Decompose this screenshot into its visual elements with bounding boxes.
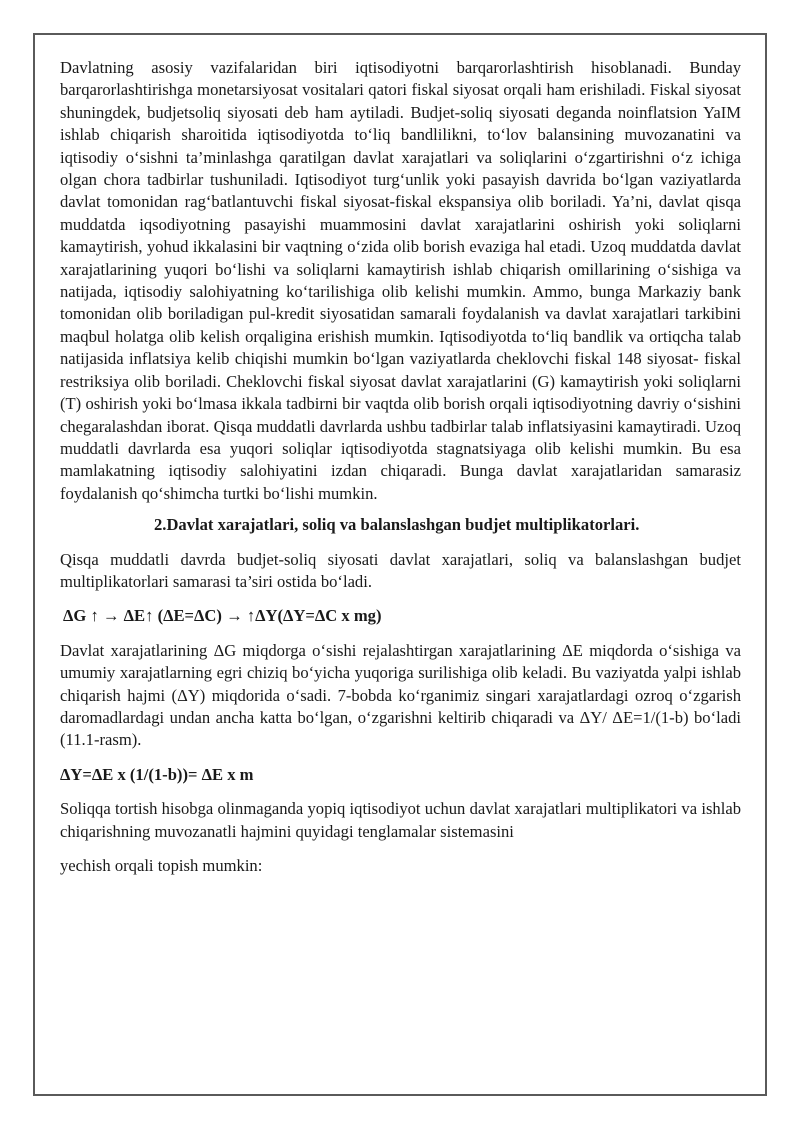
document-body (60, 57, 741, 889)
paragraph-multipliers-intro: Qisqa muddatli davrda budjet-soliq siyosati davlat xarajatlari, soliq va balanslashgan budjet multiplikatorlari samarasi ta’siri ostida bo‘ladi. (60, 549, 741, 591)
paragraph-fiscal-policy: Davlatning asosiy vazifalaridan biri iqtisodiyotni barqarorlashtirish hisoblanadi. Bunday barqarorlashtirishga monetarsiyosat vositalari qatori fiskal siyosat orqali ham erishiladi. Fiskal siyosat shuningdek, budjetsoliq siyosati deb ham aytiladi. Budjet-soliq siyosati deganda noinflatsion YaIM ishlab chiqarish sharoitida iqtisodiyotda to‘liq bandlilikni, to‘lov balansining muvozanatini va iqtisodiy o‘sishni ta’minlashga qaratilgan davlat xarajatlari va soliqlarini o‘zgartirishni o‘z ichiga olgan chora tadbirlar tushuniladi. Iqtisodiyot turg‘unlik yoki pasayish davrida bo‘lgan vaziyatlarda davlat tomonidan rag‘batlantuvchi fiskal siyosat-fiskal ekspansiya olib boriladi. Ya’ni, davlat qisqa muddatda iqsodiyotning pasayishi muammosini davlat xarajatlarini oshirish yoki soliqlarni kamaytirish, yohud ikkalasini bir vaqtning o‘zida olib borish evaziga hal etadi. Uzoq muddatda davlat xarajatlarining yuqori bo‘lishi va soliqlarni kamaytirish ishlab chiqarish omillarining o‘sishiga va natijada, iqtisodiy salohiyatning ko‘tarilishiga olib kelishi mumkin. Ammo, bunga Markaziy bank tomonidan olib boriladigan pul-kredit siyosatidan samarali foydalanish va davlat xarajatlari tarkibini maqbul holatga olib kelish orqaligina erishish mumkin. Iqtisodiyotda to‘liq bandlik va ortiqcha talab natijasida inflatsiya kelib chiqishi mumkin bo‘lgan vaziyatlarda cheklovchi fiskal 148 siyosat- fiskal restriksiya olib boriladi. Cheklovchi fiskal siyosat davlat xarajatlarini (G) kamaytirish yoki soliqlarni (T) oshirish yoki bo‘lmasa ikkala tadbirni bir vaqtda olib borish orqali iqtisodiyotning davriy o‘sishini chegaralashdan iborat. Qisqa muddatli davrlarda ushbu tadbirlar talab inflatsiyasini kamaytiradi. Uzoq muddatli davrlarda esa yuqori soliqlar iqtisodiyotda stagnatsiyaga olib kelishi mumkin. Bu esa mamlakatning iqtisodiy salohiyatini izdan chiqaradi. Bunga davlat xarajatlaridan samarasiz foydalanish qo‘shimcha turtki bo‘lishi mumkin. (60, 58, 741, 503)
paragraph-spending-increase: Davlat xarajatlarining ΔG miqdorga o‘sishi rejalashtirgan xarajatlarining ΔE miqdorda o‘sishiga va umumiy xarajatlarning egri chiziq bo‘yicha yuqoriga surilishiga olib keladi. Bu vaziyatda yalpi ishlab chiqarish hajmi (ΔY) miqdorida o‘sadi. 7-bobda ko‘rganimiz singari xarajatlardagi ozroq o‘zgarish daromadlardagi undan ancha katta bo‘lgan, o‘zgarishni keltirib chiqaradi va ΔY/ ΔE=1/(1-b) bo‘ladi (11.1-rasm). (60, 640, 741, 750)
formula-multiplier: ΔY=ΔE x (1/(1-b))= ΔE x m (60, 764, 254, 784)
paragraph-closed-economy: Soliqqa tortish hisobga olinmaganda yopiq iqtisodiyot uchun davlat xarajatlari multiplikatori va ishlab chiqarishning muvozanatli hajmini quyidagi tenglamalar sistemasini (60, 799, 741, 841)
paragraph-solution-lead: yechish orqali topish mumkin: (60, 856, 263, 875)
section-heading: 2.Davlat xarajatlari, soliq va balanslashgan budjet multiplikatorlari. (154, 515, 640, 535)
formula-government-spending: ΔG ↑ → ΔE↑ (ΔE=ΔC) → ↑ΔY(ΔY=ΔC x mg) (63, 606, 382, 626)
